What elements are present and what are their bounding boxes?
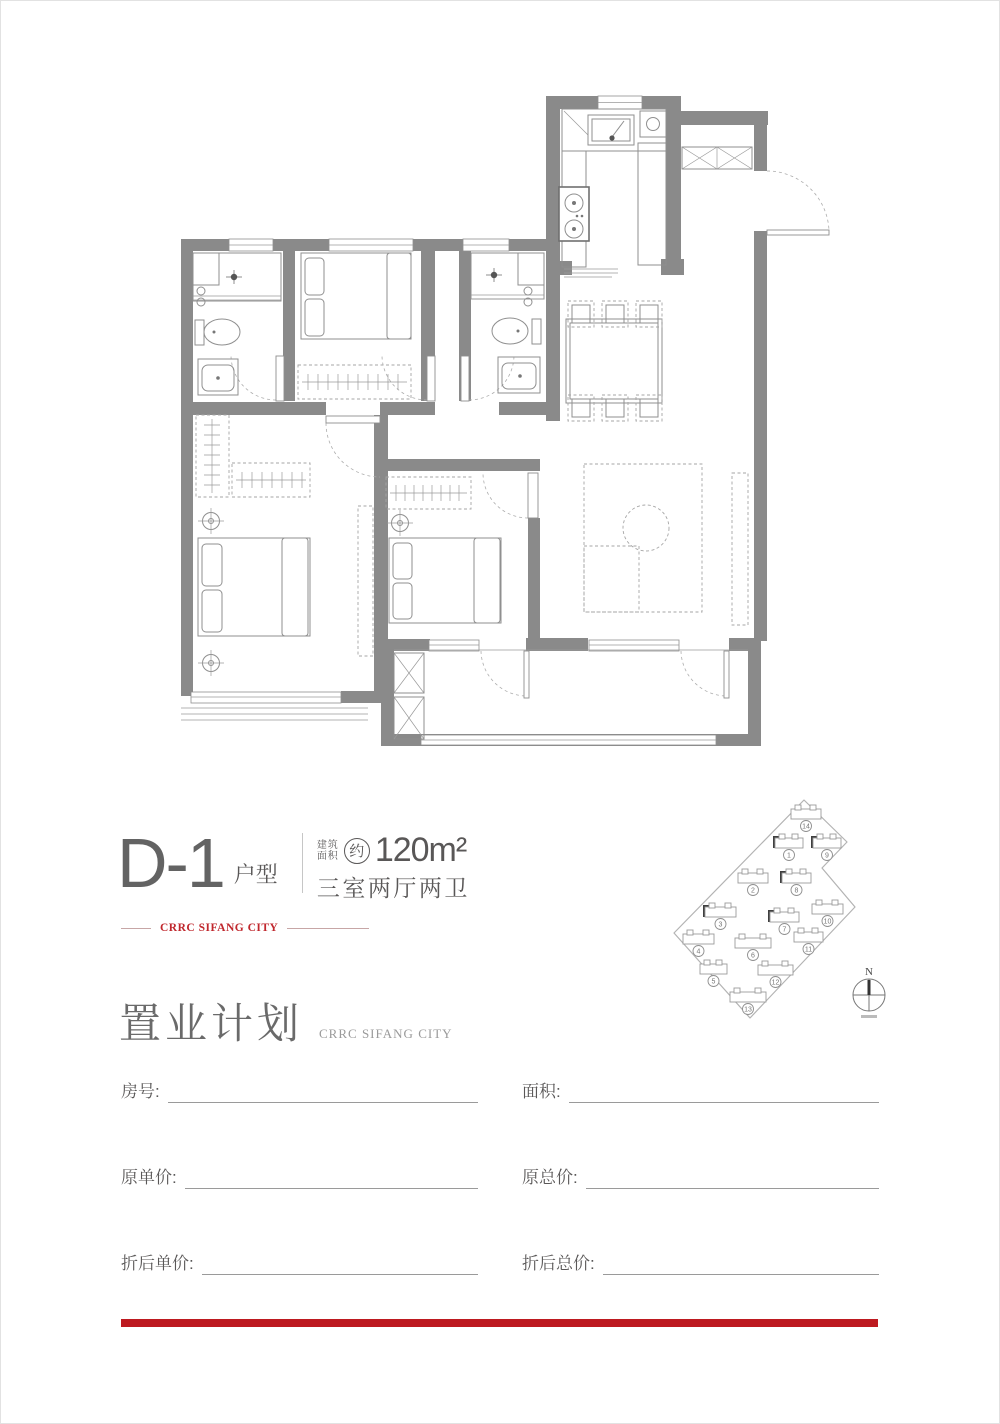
bedroom-2 [298, 253, 411, 399]
wardrobe-master-top [232, 463, 310, 497]
svg-text:6: 6 [751, 952, 755, 960]
section-heading [119, 991, 453, 1051]
compass-n-label: N [865, 966, 873, 978]
divider [121, 928, 151, 929]
field-label: 折后单价: [121, 1254, 194, 1273]
bath2-door [461, 356, 469, 401]
ceiling-lamp [387, 510, 413, 536]
approx-badge: 约 [344, 838, 370, 864]
blank-line [168, 1081, 478, 1103]
svg-text:2: 2 [751, 887, 755, 895]
field-label: 折后总价: [522, 1254, 595, 1273]
field-discounted-total-price [522, 1251, 879, 1275]
toilet-1 [195, 320, 204, 345]
form-row [121, 1251, 879, 1275]
svg-text:3: 3 [718, 921, 723, 929]
entry-cabinet [682, 147, 752, 169]
site-building [683, 930, 714, 957]
unit-info [117, 824, 470, 902]
blank-line [569, 1081, 879, 1103]
site-buildings [683, 805, 843, 1015]
tv-cabinet [732, 473, 748, 625]
field-label: 原单价: [121, 1168, 177, 1187]
section-subtitle: CRRC SIFANG CITY [319, 1026, 453, 1041]
area-label-1: 建筑 [316, 839, 339, 851]
field-label: 面积: [522, 1082, 561, 1101]
unit-type-label: 户型 [233, 862, 278, 887]
svg-text:1: 1 [787, 852, 791, 860]
living-room [584, 464, 748, 625]
table-circle [623, 505, 669, 551]
divider [287, 928, 369, 929]
site-building [703, 903, 736, 930]
form-row [121, 1165, 879, 1189]
balcony-door-1 [524, 651, 529, 698]
cabinet-dashed [358, 506, 373, 656]
site-building [768, 908, 799, 935]
compass-caption [861, 1015, 877, 1018]
wardrobe-2 [298, 365, 411, 399]
site-building [730, 988, 766, 1015]
entry-door [767, 230, 829, 235]
bedroom-3 [386, 477, 501, 623]
bed-master [198, 538, 310, 636]
balcony-door-2 [724, 651, 729, 698]
svg-text:5: 5 [711, 978, 716, 986]
bath1-door [276, 356, 284, 401]
site-building [812, 900, 843, 927]
field-original-unit-price [121, 1165, 478, 1189]
wardrobe-master-left [196, 415, 229, 497]
windows [181, 96, 748, 745]
divider [302, 833, 303, 893]
bedroom2-door [427, 356, 435, 401]
wardrobe-3 [386, 477, 471, 509]
blank-line [202, 1253, 478, 1275]
footer-red-bar [121, 1319, 878, 1327]
stove [559, 187, 589, 241]
sofa-zone [584, 464, 702, 612]
master-door [326, 416, 380, 423]
blank-line [586, 1167, 879, 1189]
svg-text:14: 14 [802, 823, 810, 831]
svg-text:13: 13 [744, 1006, 752, 1014]
svg-text:4: 4 [696, 948, 701, 956]
toilet-2 [532, 319, 541, 344]
blank-line [185, 1167, 478, 1189]
unit-layout: 三室两厅两卫 [316, 875, 470, 901]
field-area [522, 1079, 879, 1103]
site-plan [651, 789, 901, 1044]
site-building [700, 960, 727, 987]
brand-name: CRRC SIFANG CITY [160, 922, 279, 934]
field-discounted-unit-price [121, 1251, 478, 1275]
form-row [121, 1079, 879, 1103]
compass [853, 966, 885, 1018]
bathroom-2 [471, 253, 544, 393]
svg-text:12: 12 [771, 979, 780, 987]
site-building [811, 834, 841, 861]
unit-code: D-1 [117, 824, 224, 902]
field-original-total-price [522, 1165, 879, 1189]
field-label: 原总价: [522, 1168, 578, 1187]
floor-plan [176, 91, 836, 761]
site-building [735, 934, 771, 961]
ceiling-lamp [198, 508, 224, 534]
site-building [773, 834, 803, 861]
blank-line [603, 1253, 879, 1275]
master-bedroom [196, 415, 373, 676]
area-label-2: 面积 [316, 850, 339, 862]
site-building [794, 928, 823, 955]
field-label: 房号: [121, 1082, 160, 1101]
ceiling-lamp [198, 650, 224, 676]
section-title: 置业计划 [119, 1000, 304, 1047]
kitchen [559, 109, 666, 277]
area-value: 120m² [374, 831, 467, 869]
dining-table [566, 319, 662, 403]
site-building [791, 805, 821, 832]
bedroom3-door [528, 473, 538, 518]
svg-text:10: 10 [823, 918, 832, 926]
site-building [738, 869, 768, 896]
bed-3 [389, 538, 501, 623]
purchase-plan-form [121, 1079, 879, 1337]
balcony [394, 653, 424, 739]
brand-line [121, 922, 369, 934]
field-room-number [121, 1079, 478, 1103]
dining-area [566, 301, 662, 421]
svg-text:11: 11 [804, 946, 813, 954]
site-building [758, 961, 793, 988]
svg-text:7: 7 [782, 926, 787, 934]
site-building [780, 869, 811, 896]
shower-2 [471, 253, 544, 299]
bathroom-1 [193, 253, 281, 395]
bed-2 [301, 253, 411, 339]
svg-text:9: 9 [825, 852, 829, 860]
svg-text:8: 8 [794, 887, 799, 895]
bay-window [181, 708, 368, 720]
